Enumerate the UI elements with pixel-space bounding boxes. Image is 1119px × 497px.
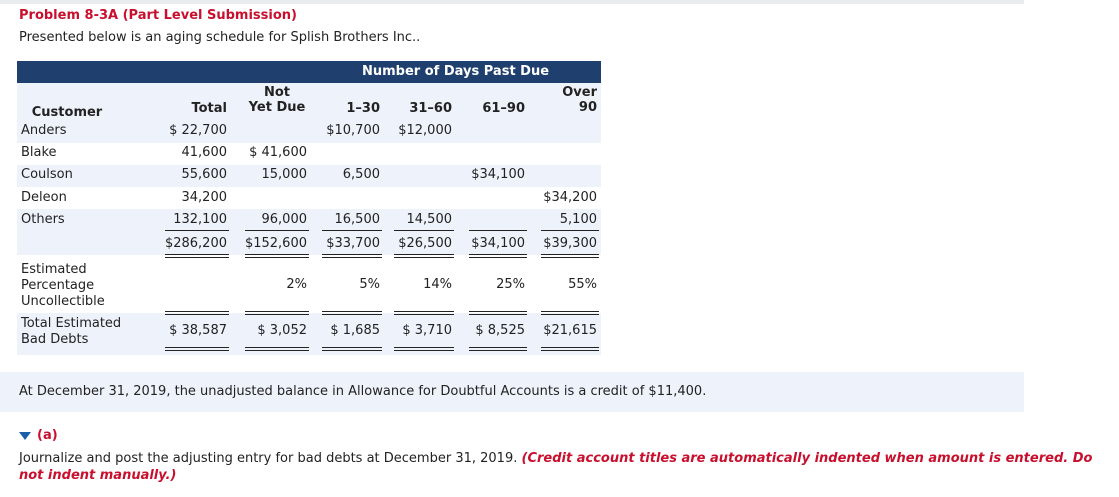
cell-31-60: $12,000 <box>398 123 452 138</box>
double-rule <box>245 254 309 258</box>
cell-total: 34,200 <box>181 190 227 205</box>
header-over-90 <box>547 85 597 115</box>
double-rule <box>469 254 527 258</box>
collapse-triangle-icon <box>19 432 31 440</box>
header-over-line2: 90 <box>578 100 597 115</box>
problem-title: Problem 8-3A (Part Level Submission) <box>19 8 297 23</box>
bad-not-due: $ 3,052 <box>257 323 307 338</box>
percentage-label-line3: Uncollectible <box>21 294 105 309</box>
total-total: $286,200 <box>164 236 227 251</box>
row-band-blake <box>17 143 601 165</box>
header-customer: Customer <box>31 105 103 120</box>
double-rule <box>469 311 527 315</box>
header-not-line2: Yet Due <box>248 100 306 115</box>
cell-1-30: $10,700 <box>326 123 380 138</box>
header-31-60: 31–60 <box>409 101 452 116</box>
aging-schedule-table <box>17 61 601 355</box>
instruction-text: Journalize and post the adjusting entry for bad debts at December 31, 2019. <box>19 451 518 466</box>
cell-not-due: 15,000 <box>261 167 307 182</box>
cell-not-due: 96,000 <box>261 212 307 227</box>
cell-total: 132,100 <box>173 212 227 227</box>
bad-over-90: $21,615 <box>543 323 597 338</box>
double-rule <box>469 347 527 351</box>
double-rule <box>322 254 382 258</box>
double-rule <box>165 311 229 315</box>
double-rule <box>165 347 229 351</box>
double-rule <box>322 347 382 351</box>
total-31-60: $26,500 <box>398 236 452 251</box>
pct-1-30: 5% <box>359 277 380 292</box>
table-group-header <box>17 61 601 83</box>
pct-31-60: 14% <box>423 277 452 292</box>
cell-total: 41,600 <box>181 145 227 160</box>
percentage-label-line1: Estimated <box>21 262 87 277</box>
header-not-line1: Not <box>263 85 291 100</box>
allowance-note: At December 31, 2019, the unadjusted balance in Allowance for Doubtful Accounts is a credit of $11,400. <box>19 384 707 399</box>
bad-total: $ 38,587 <box>169 323 227 338</box>
cell-61-90: $34,100 <box>471 167 525 182</box>
cell-total: $ 22,700 <box>169 123 227 138</box>
bad-debts-label-line2: Bad Debts <box>21 332 89 347</box>
customer-name: Deleon <box>21 190 67 205</box>
bad-31-60: $ 3,710 <box>402 323 452 338</box>
bad-debts-label-line1: Total Estimated <box>21 316 122 331</box>
header-total: Total <box>191 101 227 116</box>
header-not-yet-due <box>245 85 309 115</box>
cell-over-90: 5,100 <box>559 212 597 227</box>
double-rule <box>245 347 309 351</box>
cell-1-30: 6,500 <box>342 167 380 182</box>
cell-total: 55,600 <box>181 167 227 182</box>
bad-debts-label <box>21 316 121 348</box>
total-rule <box>165 230 229 231</box>
total-over-90: $39,300 <box>543 236 597 251</box>
pct-over-90: 55% <box>568 277 597 292</box>
customer-name: Anders <box>21 123 67 138</box>
double-rule <box>394 347 454 351</box>
double-rule <box>322 311 382 315</box>
cell-1-30: 16,500 <box>334 212 380 227</box>
total-rule <box>469 230 527 231</box>
double-rule <box>541 311 599 315</box>
double-rule <box>394 311 454 315</box>
group-header-label: Number of Days Past Due <box>362 64 550 79</box>
pct-not-due: 2% <box>286 277 307 292</box>
percentage-label <box>21 262 105 310</box>
total-61-90: $34,100 <box>471 236 525 251</box>
double-rule <box>394 254 454 258</box>
part-a-instruction <box>19 450 1119 484</box>
bad-61-90: $ 8,525 <box>475 323 525 338</box>
problem-intro: Presented below is an aging schedule for Splish Brothers Inc.. <box>19 30 421 45</box>
cell-not-due: $ 41,600 <box>249 145 307 160</box>
top-divider <box>0 0 1024 4</box>
total-rule <box>394 230 454 231</box>
double-rule <box>245 311 309 315</box>
double-rule <box>541 347 599 351</box>
double-rule <box>165 254 229 258</box>
cell-31-60: 14,500 <box>406 212 452 227</box>
customer-name: Coulson <box>21 167 73 182</box>
row-band-deleon <box>17 187 601 209</box>
bad-1-30: $ 1,685 <box>330 323 380 338</box>
total-rule <box>541 230 599 231</box>
total-rule <box>322 230 382 231</box>
total-not-due: $152,600 <box>244 236 307 251</box>
instruction-hint: (Credit account titles are automatically indented when amount is entered. Do not indent manually.) <box>19 451 1093 483</box>
double-rule <box>541 254 599 258</box>
header-61-90: 61–90 <box>482 101 525 116</box>
total-rule <box>245 230 309 231</box>
header-over-line1: Over <box>562 85 597 100</box>
part-a-label: (a) <box>37 428 58 443</box>
pct-61-90: 25% <box>496 277 525 292</box>
cell-over-90: $34,200 <box>543 190 597 205</box>
customer-name: Others <box>21 212 65 227</box>
header-1-30: 1–30 <box>346 101 380 116</box>
total-1-30: $33,700 <box>326 236 380 251</box>
part-a-toggle[interactable] <box>19 428 58 443</box>
percentage-label-line2: Percentage <box>21 278 95 293</box>
customer-name: Blake <box>21 145 57 160</box>
